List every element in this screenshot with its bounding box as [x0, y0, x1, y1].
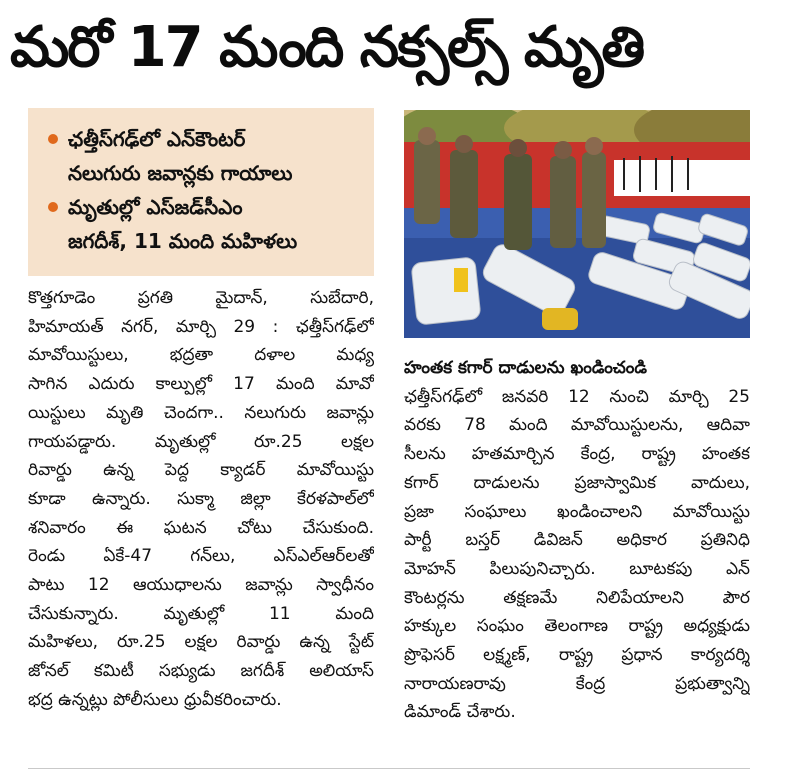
- article-line: గాయపడ్డారు. మృతుల్లో రూ.25 లక్షల: [28, 431, 374, 452]
- headline: మరో 17 మంది నక్సల్స్ మృతి: [10, 15, 644, 80]
- article-line: పాటు 12 ఆయుధాలను జవాన్లు స్వాధీనం: [28, 575, 374, 596]
- article-line: డిమాండ్ చేశారు.: [404, 702, 516, 723]
- article-line: శనివారం ఈ ఘటన చోటు చేసుకుంది.: [28, 517, 374, 538]
- article-line: కూడా ఉన్నారు. సుక్మా జిల్లా కేరళపాల్‌లో: [28, 488, 374, 509]
- article-line: హక్కుల సంఘం తెలంగాణ రాష్ట్ర అధ్యక్షుడు: [404, 616, 750, 637]
- highlight-item: [46, 190, 364, 258]
- article-line: యిస్టులు మృతి చెందగా.. నలుగురు జవాన్లు: [28, 402, 374, 423]
- article-line: రివార్డు ఉన్న పెద్ద క్యాడర్ మావోయిస్టు: [28, 460, 374, 481]
- highlight-line: మృతుల్లో ఎస్‌జడ్‌సీఎం: [68, 195, 243, 219]
- article-line: ప్రొఫెసర్ లక్ష్మణ్, రాష్ట్ర ప్రధాన కార్యదర్శి: [404, 645, 750, 666]
- article-line: భద్ర ఉన్నట్లు పోలీసులు ధ్రువీకరించారు.: [28, 689, 282, 710]
- article-line: కొత్తగూడెం ప్రగతి మైదాన్, సుబేదారి,: [28, 288, 374, 308]
- article-line: చేసుకున్నారు. మృతుల్లో 11 మంది: [28, 603, 374, 624]
- highlight-line: జగదీశ్, 11 మంది మహిళలు: [68, 229, 298, 253]
- article-line: రెండు ఏకే-47 గన్‌లు, ఎస్‌ఎల్‌ఆర్‌లతో: [28, 546, 374, 567]
- article-line: సాగిన ఎదురు కాల్పుల్లో 17 మంది మావో: [28, 374, 374, 395]
- bullet-icon: [48, 202, 58, 212]
- article-line: జోనల్ కమిటీ సభ్యుడు జగదీశ్ అలియాస్: [28, 661, 374, 682]
- right-column: [404, 354, 750, 727]
- highlights-box: [28, 108, 374, 276]
- article-line: నారాయణరావు కేంద్ర ప్రభుత్వాన్ని: [404, 673, 750, 694]
- article-line: సీలను హతమార్చిన కేంద్ర, రాష్ట్ర హంతక: [404, 444, 750, 465]
- article-line: కౌంటర్లను తక్షణమే నిలిపేయాలని పౌర: [404, 587, 750, 608]
- article-line: మోహన్ పిలుపునిచ్చారు. బూటకపు ఎన్: [404, 558, 750, 579]
- article-line: ఛత్తీస్‌గఢ్‌లో జనవరి 12 నుంచి మార్చి 25: [404, 386, 750, 407]
- article-line: కగార్ దాడులను ప్రజాస్వామిక వాదులు,: [404, 472, 750, 493]
- highlight-line: ఛత్తీస్‌గఢ్‌లో ఎన్‌కౌంటర్: [68, 127, 246, 151]
- bottom-divider: [28, 768, 750, 769]
- article-line: ప్రజా సంఘాలు ఖండించాలని మావోయిస్టు: [404, 501, 750, 522]
- article-line: పార్టీ బస్తర్ డివిజన్ అధికార ప్రతినిధి: [404, 530, 750, 551]
- article-line: వరకు 78 మంది మావోయిస్టులను, ఆదివా: [404, 415, 750, 436]
- left-column: [28, 284, 374, 715]
- article-line: మహిళలు, రూ.25 లక్షల రివార్డు ఉన్న స్టేట్: [28, 632, 374, 653]
- article-line: హిమాయత్ నగర్, మార్చి 29 : ఛత్తీస్‌గఢ్‌లో: [28, 316, 374, 337]
- highlight-item: [46, 122, 364, 190]
- news-photo: [404, 110, 750, 338]
- subheading: హంతక కగార్ దాడులను ఖండించండి: [404, 358, 647, 378]
- bullet-icon: [48, 134, 58, 144]
- highlight-line: నలుగురు జవాన్లకు గాయాలు: [68, 161, 293, 185]
- article-line: మావోయిస్టులు, భద్రతా దళాల మధ్య: [28, 345, 374, 366]
